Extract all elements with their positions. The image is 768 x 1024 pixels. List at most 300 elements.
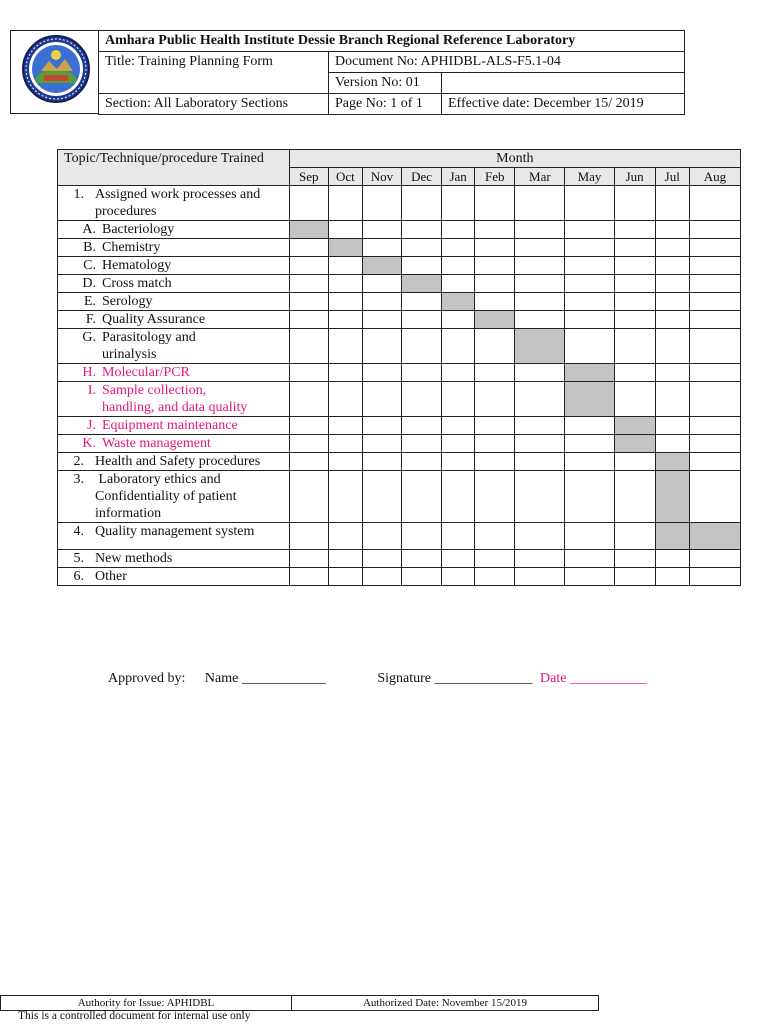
month-cell-oct[interactable]: [328, 186, 362, 221]
topic-marker: 6.: [73, 569, 84, 584]
topic-text: [102, 275, 282, 292]
month-cell-nov[interactable]: [362, 364, 401, 382]
topic-cell: [58, 221, 290, 239]
month-cell-aug[interactable]: [689, 186, 740, 221]
month-cell-aug[interactable]: [689, 329, 740, 364]
topic-column-header: [58, 150, 290, 186]
month-cell-oct[interactable]: [328, 550, 362, 568]
month-cell-mar[interactable]: [515, 568, 565, 586]
authorized-date: Authorized Date: November 15/2019: [292, 996, 599, 1011]
month-cell-aug[interactable]: [689, 435, 740, 453]
month-cell-jun[interactable]: [614, 435, 655, 453]
topic-text: [95, 186, 285, 220]
month-cell-aug[interactable]: [689, 568, 740, 586]
month-header-jun: Jun: [614, 168, 655, 186]
topic-marker: A.: [82, 222, 96, 237]
month-cell-may[interactable]: [565, 382, 614, 417]
topic-text: [95, 550, 285, 567]
topic-cell: [58, 364, 290, 382]
month-cell-mar[interactable]: [515, 453, 565, 471]
topic-cell: [58, 239, 290, 257]
month-cell-dec[interactable]: [401, 257, 441, 275]
month-cell-mar[interactable]: [515, 293, 565, 311]
topic-marker: B.: [83, 240, 96, 255]
month-cell-jun[interactable]: [614, 186, 655, 221]
month-column-header: Month: [289, 150, 740, 168]
training-plan-table: [57, 149, 741, 586]
month-cell-jan[interactable]: [442, 311, 475, 329]
month-cell-jan[interactable]: [442, 435, 475, 453]
month-cell-jun[interactable]: [614, 364, 655, 382]
header-table: [98, 30, 685, 115]
topic-text: [102, 417, 282, 434]
topic-text-line: Parasitology and: [102, 330, 196, 345]
month-cell-sep[interactable]: [289, 471, 328, 523]
month-cell-may[interactable]: [565, 568, 614, 586]
month-cell-nov[interactable]: [362, 417, 401, 435]
month-cell-jul[interactable]: [655, 329, 689, 364]
month-cell-jan[interactable]: [442, 221, 475, 239]
month-cell-feb[interactable]: [475, 186, 515, 221]
institute-name: Amhara Public Health Institute Dessie Branch Regional Reference Laboratory: [99, 31, 685, 52]
table-row: [58, 275, 741, 293]
month-cell-oct[interactable]: [328, 568, 362, 586]
topic-text: [102, 221, 282, 238]
month-cell-feb[interactable]: [475, 275, 515, 293]
month-cell-nov[interactable]: [362, 257, 401, 275]
month-cell-jun[interactable]: [614, 221, 655, 239]
month-cell-mar[interactable]: [515, 221, 565, 239]
month-cell-jan[interactable]: [442, 186, 475, 221]
month-cell-nov[interactable]: [362, 568, 401, 586]
month-cell-dec[interactable]: [401, 453, 441, 471]
footer-table: [0, 995, 599, 1011]
month-cell-jan[interactable]: [442, 275, 475, 293]
month-cell-mar[interactable]: [515, 311, 565, 329]
month-cell-jun[interactable]: [614, 311, 655, 329]
month-cell-aug[interactable]: [689, 453, 740, 471]
month-cell-dec[interactable]: [401, 239, 441, 257]
month-cell-nov[interactable]: [362, 550, 401, 568]
month-cell-sep[interactable]: [289, 186, 328, 221]
month-cell-aug[interactable]: [689, 471, 740, 523]
month-cell-oct[interactable]: [328, 453, 362, 471]
month-cell-nov[interactable]: [362, 275, 401, 293]
form-title: Title: Training Planning Form: [99, 52, 329, 94]
topic-text-line: Bacteriology: [102, 222, 175, 237]
approval-line: [108, 671, 647, 687]
month-cell-aug[interactable]: [689, 293, 740, 311]
topic-marker: 5.: [73, 551, 84, 566]
month-cell-nov[interactable]: [362, 186, 401, 221]
month-cell-nov[interactable]: [362, 523, 401, 550]
month-cell-sep[interactable]: [289, 221, 328, 239]
topic-cell: [58, 329, 290, 364]
topic-cell: [58, 453, 290, 471]
table-row: [58, 435, 741, 453]
month-cell-may[interactable]: [565, 417, 614, 435]
month-cell-aug[interactable]: [689, 275, 740, 293]
month-cell-may[interactable]: [565, 239, 614, 257]
table-row: [58, 293, 741, 311]
topic-text-line: Health and Safety procedures: [95, 454, 261, 469]
month-cell-mar[interactable]: [515, 550, 565, 568]
month-cell-feb[interactable]: [475, 417, 515, 435]
month-cell-oct[interactable]: [328, 417, 362, 435]
month-cell-mar[interactable]: [515, 239, 565, 257]
topic-cell: [58, 382, 290, 417]
month-cell-aug[interactable]: [689, 550, 740, 568]
month-cell-sep[interactable]: [289, 239, 328, 257]
month-cell-sep[interactable]: [289, 453, 328, 471]
month-cell-feb[interactable]: [475, 382, 515, 417]
month-cell-feb[interactable]: [475, 293, 515, 311]
topic-cell: [58, 417, 290, 435]
month-cell-jul[interactable]: [655, 417, 689, 435]
month-cell-mar[interactable]: [515, 186, 565, 221]
version-blank-cell: [442, 73, 685, 94]
month-cell-jul[interactable]: [655, 186, 689, 221]
month-cell-feb[interactable]: [475, 471, 515, 523]
month-cell-oct[interactable]: [328, 523, 362, 550]
month-cell-may[interactable]: [565, 453, 614, 471]
month-cell-may[interactable]: [565, 364, 614, 382]
month-cell-dec[interactable]: [401, 568, 441, 586]
topic-text-line: handling, and data quality: [102, 400, 248, 415]
month-cell-dec[interactable]: [401, 221, 441, 239]
table-row: [58, 523, 741, 550]
month-cell-may[interactable]: [565, 329, 614, 364]
month-cell-oct[interactable]: [328, 364, 362, 382]
topic-text-line: procedures: [95, 204, 157, 219]
month-cell-oct[interactable]: [328, 293, 362, 311]
topic-cell: [58, 275, 290, 293]
month-cell-aug[interactable]: [689, 382, 740, 417]
month-header-sep: Sep: [289, 168, 328, 186]
topic-text: [95, 523, 285, 540]
effective-date: Effective date: December 15/ 2019: [442, 94, 685, 115]
month-cell-jan[interactable]: [442, 417, 475, 435]
approved-by-label: Approved by:: [108, 671, 186, 686]
month-cell-feb[interactable]: [475, 453, 515, 471]
month-header-nov: Nov: [362, 168, 401, 186]
month-cell-may[interactable]: [565, 471, 614, 523]
month-cell-may[interactable]: [565, 221, 614, 239]
topic-text-line: New methods: [95, 551, 173, 566]
month-cell-jan[interactable]: [442, 550, 475, 568]
month-cell-aug[interactable]: [689, 239, 740, 257]
topic-text-line: Chemistry: [102, 240, 161, 255]
topic-text: [102, 382, 282, 416]
month-cell-sep[interactable]: [289, 329, 328, 364]
month-cell-dec[interactable]: [401, 364, 441, 382]
table-row: [58, 453, 741, 471]
month-cell-oct[interactable]: [328, 435, 362, 453]
month-cell-jul[interactable]: [655, 239, 689, 257]
month-cell-mar[interactable]: [515, 382, 565, 417]
month-cell-oct[interactable]: [328, 471, 362, 523]
month-cell-jul[interactable]: [655, 568, 689, 586]
month-cell-sep[interactable]: [289, 364, 328, 382]
month-cell-nov[interactable]: [362, 221, 401, 239]
topic-text: [102, 239, 282, 256]
topic-text: [95, 471, 285, 522]
month-cell-jan[interactable]: [442, 453, 475, 471]
month-cell-dec[interactable]: [401, 550, 441, 568]
month-cell-dec[interactable]: [401, 275, 441, 293]
topic-cell: [58, 550, 290, 568]
approval-signature-field[interactable]: Signature ______________: [377, 671, 533, 686]
month-cell-jul[interactable]: [655, 435, 689, 453]
month-cell-oct[interactable]: [328, 382, 362, 417]
month-cell-may[interactable]: [565, 186, 614, 221]
month-cell-may[interactable]: [565, 435, 614, 453]
topic-header-text: Topic/Technique/procedure Trained: [64, 151, 264, 166]
month-cell-aug[interactable]: [689, 523, 740, 550]
month-cell-sep[interactable]: [289, 311, 328, 329]
topic-cell: [58, 293, 290, 311]
month-cell-sep[interactable]: [289, 382, 328, 417]
table-row: [58, 311, 741, 329]
topic-marker: J.: [87, 418, 96, 433]
topic-marker: D.: [82, 276, 96, 291]
topic-cell: [58, 311, 290, 329]
month-cell-may[interactable]: [565, 275, 614, 293]
month-cell-dec[interactable]: [401, 435, 441, 453]
topic-marker: 4.: [73, 524, 84, 539]
topic-marker: H.: [82, 365, 96, 380]
topic-text-line: Serology: [102, 294, 153, 309]
month-cell-jun[interactable]: [614, 257, 655, 275]
month-cell-dec[interactable]: [401, 293, 441, 311]
month-cell-sep[interactable]: [289, 257, 328, 275]
topic-cell: [58, 186, 290, 221]
topic-marker: E.: [83, 294, 96, 309]
topic-text: [102, 364, 282, 381]
month-cell-dec[interactable]: [401, 417, 441, 435]
topic-text-line: Cross match: [102, 276, 172, 291]
topic-text: [95, 568, 285, 585]
month-cell-nov[interactable]: [362, 435, 401, 453]
month-cell-jun[interactable]: [614, 382, 655, 417]
month-cell-nov[interactable]: [362, 453, 401, 471]
month-cell-jun[interactable]: [614, 568, 655, 586]
month-cell-mar[interactable]: [515, 257, 565, 275]
month-cell-jun[interactable]: [614, 523, 655, 550]
month-cell-sep[interactable]: [289, 523, 328, 550]
month-header-aug: Aug: [689, 168, 740, 186]
month-cell-jul[interactable]: [655, 364, 689, 382]
table-row: [58, 364, 741, 382]
month-cell-sep[interactable]: [289, 550, 328, 568]
month-cell-may[interactable]: [565, 293, 614, 311]
month-cell-dec[interactable]: [401, 471, 441, 523]
month-cell-jan[interactable]: [442, 568, 475, 586]
month-cell-feb[interactable]: [475, 568, 515, 586]
month-cell-mar[interactable]: [515, 471, 565, 523]
header-logo-frame: [10, 30, 98, 114]
approval-name-field[interactable]: Name ____________: [204, 671, 326, 686]
month-cell-aug[interactable]: [689, 257, 740, 275]
month-cell-aug[interactable]: [689, 221, 740, 239]
topic-text: [102, 329, 282, 363]
topic-text-line: Other: [95, 569, 127, 584]
topic-cell: [58, 471, 290, 523]
month-cell-mar[interactable]: [515, 435, 565, 453]
month-cell-mar[interactable]: [515, 364, 565, 382]
topic-text: [95, 453, 285, 470]
month-cell-jun[interactable]: [614, 293, 655, 311]
month-cell-jun[interactable]: [614, 239, 655, 257]
month-cell-jan[interactable]: [442, 293, 475, 311]
topic-marker: I.: [87, 383, 96, 398]
month-cell-jul[interactable]: [655, 453, 689, 471]
topic-marker: 1.: [73, 187, 84, 202]
approval-date-field[interactable]: Date ___________: [539, 671, 647, 686]
section-label: Section: All Laboratory Sections: [99, 94, 329, 115]
month-cell-nov[interactable]: [362, 239, 401, 257]
month-cell-may[interactable]: [565, 311, 614, 329]
month-cell-may[interactable]: [565, 523, 614, 550]
month-cell-nov[interactable]: [362, 471, 401, 523]
month-cell-oct[interactable]: [328, 221, 362, 239]
month-cell-aug[interactable]: [689, 364, 740, 382]
table-row: [58, 568, 741, 586]
topic-marker: F.: [85, 312, 96, 327]
month-cell-feb[interactable]: [475, 329, 515, 364]
topic-text-line: Sample collection,: [102, 383, 207, 398]
topic-text: [102, 293, 282, 310]
month-cell-dec[interactable]: [401, 382, 441, 417]
month-cell-feb[interactable]: [475, 221, 515, 239]
month-cell-jan[interactable]: [442, 329, 475, 364]
month-cell-jul[interactable]: [655, 471, 689, 523]
topic-text-line: Waste management: [102, 436, 211, 451]
topic-text-line: Quality management system: [95, 524, 255, 539]
topic-text-line: urinalysis: [102, 347, 157, 362]
table-row: [58, 221, 741, 239]
month-cell-sep[interactable]: [289, 293, 328, 311]
month-header-jan: Jan: [442, 168, 475, 186]
month-cell-feb[interactable]: [475, 523, 515, 550]
month-cell-nov[interactable]: [362, 382, 401, 417]
month-cell-feb[interactable]: [475, 550, 515, 568]
month-cell-feb[interactable]: [475, 364, 515, 382]
month-cell-nov[interactable]: [362, 293, 401, 311]
month-cell-jul[interactable]: [655, 221, 689, 239]
month-cell-feb[interactable]: [475, 435, 515, 453]
institute-seal-logo: [11, 31, 99, 115]
month-cell-dec[interactable]: [401, 329, 441, 364]
topic-text: [102, 311, 282, 328]
topic-text-line: Molecular/PCR: [102, 365, 190, 380]
table-row: [58, 382, 741, 417]
month-cell-jul[interactable]: [655, 523, 689, 550]
month-header-jul: Jul: [655, 168, 689, 186]
month-cell-jul[interactable]: [655, 257, 689, 275]
topic-cell: [58, 435, 290, 453]
version-number: Version No: 01: [329, 73, 442, 94]
month-cell-jan[interactable]: [442, 523, 475, 550]
month-cell-oct[interactable]: [328, 311, 362, 329]
month-cell-nov[interactable]: [362, 311, 401, 329]
month-cell-dec[interactable]: [401, 523, 441, 550]
month-header-oct: Oct: [328, 168, 362, 186]
month-cell-sep[interactable]: [289, 275, 328, 293]
month-cell-aug[interactable]: [689, 417, 740, 435]
month-cell-sep[interactable]: [289, 568, 328, 586]
month-cell-jun[interactable]: [614, 550, 655, 568]
topic-marker: G.: [82, 330, 96, 345]
month-cell-oct[interactable]: [328, 257, 362, 275]
month-cell-aug[interactable]: [689, 311, 740, 329]
month-cell-feb[interactable]: [475, 257, 515, 275]
topic-text-line: Assigned work processes and: [95, 187, 261, 202]
month-cell-jan[interactable]: [442, 239, 475, 257]
topic-text: [102, 435, 282, 452]
topic-marker: 3.: [73, 472, 84, 487]
month-cell-jul[interactable]: [655, 550, 689, 568]
table-row: [58, 329, 741, 364]
topic-text-line: Hematology: [102, 258, 172, 273]
month-cell-jan[interactable]: [442, 382, 475, 417]
controlled-document-note: This is a controlled document for internal use only: [18, 1010, 251, 1022]
month-cell-dec[interactable]: [401, 311, 441, 329]
month-cell-jun[interactable]: [614, 275, 655, 293]
table-row: [58, 257, 741, 275]
month-cell-mar[interactable]: [515, 417, 565, 435]
month-header-mar: Mar: [515, 168, 565, 186]
month-cell-jan[interactable]: [442, 364, 475, 382]
month-cell-jul[interactable]: [655, 275, 689, 293]
topic-text-line: Laboratory ethics and: [95, 472, 221, 487]
month-cell-jun[interactable]: [614, 471, 655, 523]
topic-text-line: Quality Assurance: [102, 312, 206, 327]
month-cell-oct[interactable]: [328, 239, 362, 257]
month-cell-may[interactable]: [565, 550, 614, 568]
month-cell-oct[interactable]: [328, 275, 362, 293]
month-cell-jun[interactable]: [614, 453, 655, 471]
training-plan-body: [58, 186, 741, 586]
month-cell-dec[interactable]: [401, 186, 441, 221]
month-cell-jun[interactable]: [614, 417, 655, 435]
month-cell-jul[interactable]: [655, 382, 689, 417]
table-row: [58, 471, 741, 523]
topic-marker: K.: [82, 436, 96, 451]
month-header-may: May: [565, 168, 614, 186]
month-cell-may[interactable]: [565, 257, 614, 275]
topic-cell: [58, 568, 290, 586]
month-cell-jul[interactable]: [655, 311, 689, 329]
month-cell-jun[interactable]: [614, 329, 655, 364]
month-cell-jan[interactable]: [442, 471, 475, 523]
month-cell-sep[interactable]: [289, 417, 328, 435]
authority-for-issue: Authority for Issue: APHIDBL: [1, 996, 292, 1011]
topic-text: [102, 257, 282, 274]
month-cell-oct[interactable]: [328, 329, 362, 364]
table-row: [58, 417, 741, 435]
month-cell-jan[interactable]: [442, 257, 475, 275]
month-cell-jul[interactable]: [655, 293, 689, 311]
month-cell-sep[interactable]: [289, 435, 328, 453]
month-cell-nov[interactable]: [362, 329, 401, 364]
month-cell-mar[interactable]: [515, 523, 565, 550]
month-cell-feb[interactable]: [475, 239, 515, 257]
month-cell-feb[interactable]: [475, 311, 515, 329]
month-header-feb: Feb: [475, 168, 515, 186]
month-cell-mar[interactable]: [515, 329, 565, 364]
month-cell-mar[interactable]: [515, 275, 565, 293]
